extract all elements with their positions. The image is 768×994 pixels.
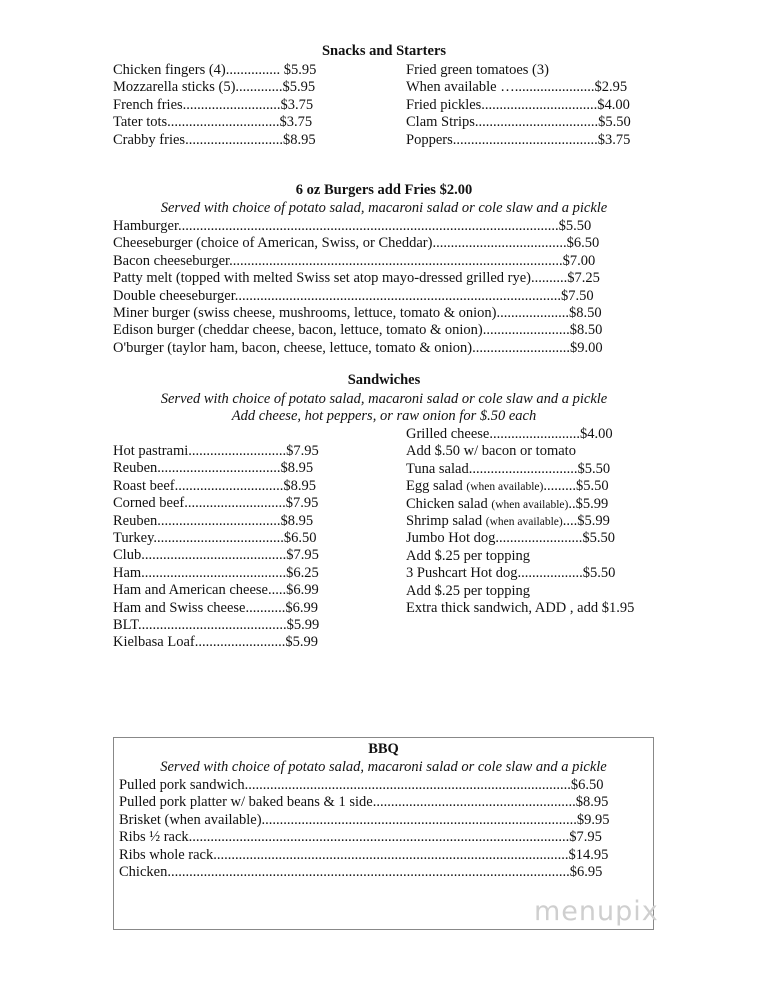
menu-item: Chicken...............................................................................................................$6.95: [119, 864, 603, 880]
menu-item: BLT.........................................$5.99: [113, 617, 320, 633]
item-name: Shrimp salad: [406, 513, 486, 529]
menu-item: Bacon cheeseburger............................................................................................$7.00: [113, 252, 596, 269]
bbq-subtitle: Served with choice of potato salad, macaroni salad or cole slaw and a pickle: [160, 759, 607, 775]
menu-item: Reuben..................................$8.95: [113, 512, 314, 529]
menu-note: Add $.50 w/ bacon or tomato: [406, 443, 576, 460]
menu-item: Fried pickles................................$4.00: [406, 96, 630, 113]
menu-item: French fries...........................$3.75: [113, 96, 314, 113]
menu-item: O'burger (taylor ham, bacon, cheese, lettuce, tomato & onion)...........................$9.00: [113, 339, 603, 356]
menu-item: Hamburger.........................................................................................................$5.50: [113, 218, 592, 234]
menu-item: Kielbasa Loaf.........................$5.99: [113, 634, 318, 651]
item-name: Chicken salad: [406, 495, 492, 512]
menu-item: Fried green tomatoes (3): [406, 62, 549, 78]
menu-item: Reuben..................................$8.95: [113, 460, 314, 477]
burgers-title: 6 oz Burgers add Fries $2.00: [295, 182, 473, 198]
sandwiches-addons-note: Add cheese, hot peppers, or raw onion for $.50 each: [231, 408, 537, 424]
menu-item: Ribs ½ rack.........................................................................................................$7.95: [119, 829, 602, 846]
sandwiches-title: Sandwiches: [347, 372, 421, 388]
burgers-subtitle: Served with choice of potato salad, macaroni salad or cole slaw and a pickle: [160, 200, 608, 216]
snacks-title: Snacks and Starters: [321, 43, 447, 59]
menu-item: Ham........................................$6.25: [113, 564, 319, 581]
menu-item: Patty melt (topped with melted Swiss set atop mayo-dressed grilled rye)..........$7.25: [113, 270, 600, 287]
menu-item: 3 Pushcart Hot dog..................$5.50: [406, 565, 616, 582]
menu-item: Pulled pork platter w/ baked beans & 1 side........................................................$8.95: [119, 794, 609, 811]
menu-note: Add $.25 per topping: [406, 582, 531, 599]
availability-note: (when available): [491, 498, 569, 511]
item-price: ....$5.99: [562, 513, 610, 529]
menu-item: [406, 478, 609, 496]
menu-item: Tuna salad..............................$5.50: [406, 460, 611, 477]
menu-item: Clam Strips..................................$5.50: [406, 114, 631, 131]
menu-item: Ribs whole rack..................................................................................................$14.95: [119, 846, 609, 863]
menu-item: Edison burger (cheddar cheese, bacon, lettuce, tomato & onion)........................$8.50: [113, 322, 603, 339]
menu-item: Hot pastrami...........................$7.95: [113, 443, 319, 459]
menu-item: Turkey....................................$6.50: [113, 530, 317, 546]
menu-item: Chicken fingers (4)............... $5.95: [113, 62, 317, 78]
menu-item: Double cheeseburger..........................................................................................$7.50: [113, 287, 594, 304]
menu-item: Cheeseburger (choice of American, Swiss, or Cheddar).....................................$6.50: [113, 235, 600, 252]
menu-item: Poppers........................................$3.75: [406, 131, 631, 148]
menu-item: Tater tots...............................$3.75: [113, 114, 313, 131]
menu-item: Corned beef............................$7.95: [113, 495, 319, 512]
menu-item: Brisket (when available).......................................................................................$9.95: [119, 811, 610, 828]
menu-item: Roast beef..............................$8.95: [113, 477, 316, 494]
item-name: Egg salad: [406, 478, 467, 495]
menu-item: [406, 513, 610, 531]
availability-note: (when available): [485, 516, 563, 528]
menu-item: Ham and American cheese.....$6.99: [113, 582, 319, 599]
menu-item: Jumbo Hot dog........................$5.50: [406, 530, 616, 547]
menupix-watermark: menupix: [534, 896, 659, 927]
menu-item: Crabby fries...........................$8.95: [113, 131, 316, 148]
menu-item: [406, 496, 608, 514]
item-price: .........$5.50: [543, 478, 609, 495]
menu-item: Club........................................$7.95: [113, 547, 319, 564]
sandwiches-subtitle: Served with choice of potato salad, macaroni salad or cole slaw and a pickle: [160, 391, 608, 407]
item-price: ..$5.99: [568, 495, 609, 512]
menu-item: Pulled pork sandwich..........................................................................................$6.50: [119, 777, 604, 793]
menu-item: Extra thick sandwich, ADD , add $1.95: [406, 600, 635, 616]
menu-item: When available …......................$2.95: [406, 79, 628, 96]
menu-item: Miner burger (swiss cheese, mushrooms, lettuce, tomato & onion)....................$8.50: [113, 305, 602, 321]
bbq-title: BBQ: [368, 741, 399, 757]
menu-item: Mozzarella sticks (5).............$5.95: [113, 79, 316, 96]
menu-note: Add $.25 per topping: [406, 547, 531, 564]
availability-note: (when available): [466, 481, 544, 494]
menu-item: Grilled cheese.........................$4.00: [406, 426, 613, 442]
menu-item: Ham and Swiss cheese...........$6.99: [113, 599, 318, 616]
